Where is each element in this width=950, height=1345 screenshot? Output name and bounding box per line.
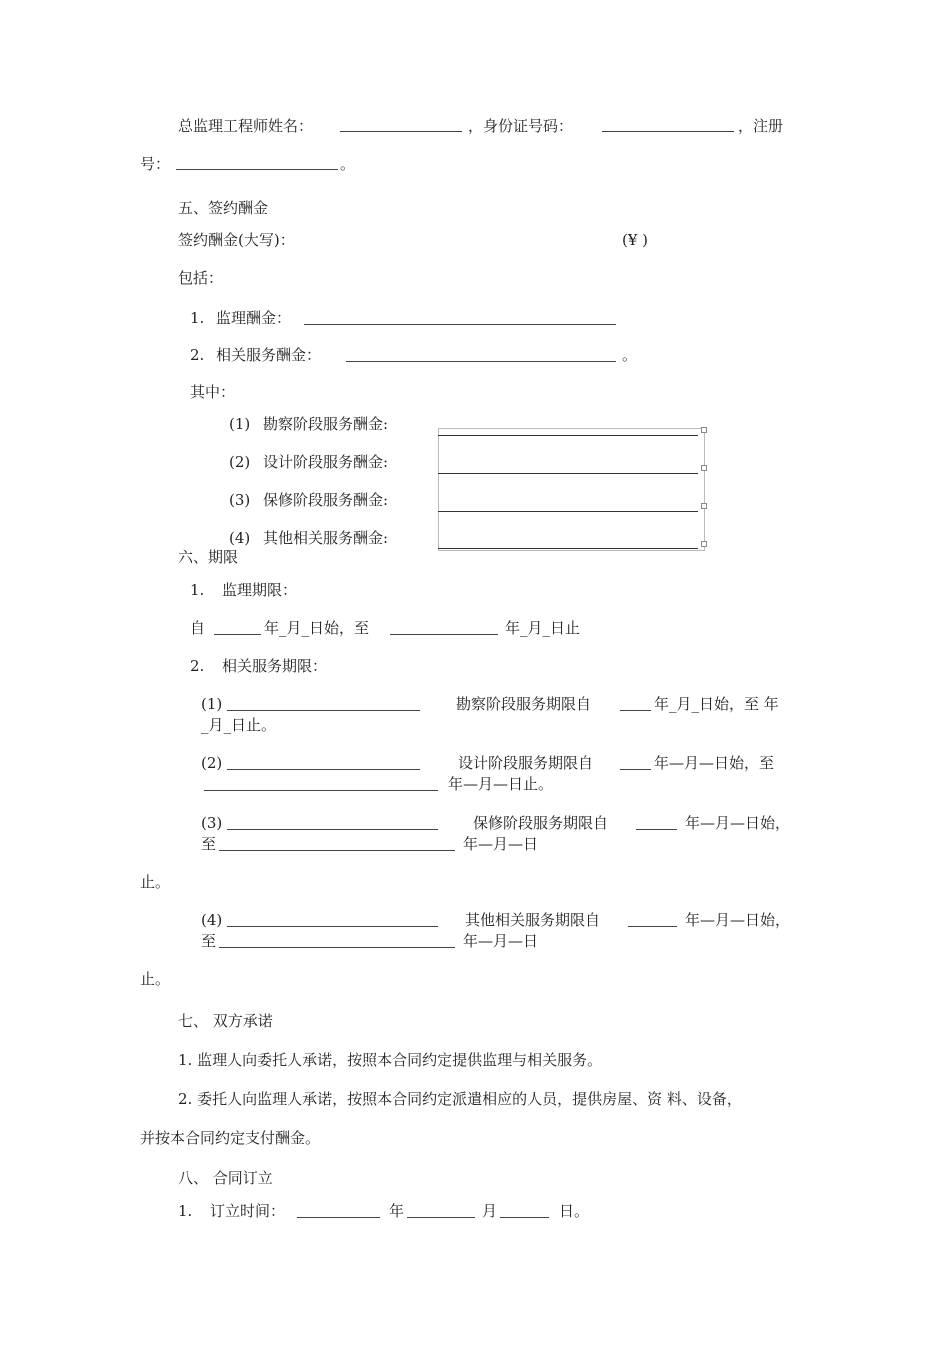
commitment-item1: 1. 监理人向委托人承诺，按照本合同约定提供监理与相关服务。 (178, 1051, 603, 1069)
related-service-fee-blank[interactable] (346, 347, 616, 362)
other-period-line2-blank[interactable] (219, 933, 455, 948)
amount-label: 签约酬金(大写)： (178, 231, 295, 249)
other-period-year-blank[interactable] (628, 912, 677, 927)
other-fee-label: 其他相关服务酬金: (263, 529, 389, 547)
registration-label: ，注册 (738, 117, 784, 135)
other-period-date: 年—月—日 (463, 932, 539, 950)
warranty-period-tail: 年—月—日始， (685, 814, 791, 832)
period-item3-blank[interactable] (227, 815, 438, 830)
sign-month-blank[interactable] (407, 1203, 475, 1218)
related-service-fee-label: 相关服务酬金： (216, 346, 322, 364)
survey-period-tail: 年_月_日始，至 年 (654, 695, 779, 713)
id-number-blank[interactable] (602, 117, 734, 132)
related-term-label: 相关服务期限： (222, 657, 328, 675)
period1-end-text: 年_月_日止 (505, 619, 581, 637)
engineer-name-label: 总监理工程师姓名： (178, 117, 314, 135)
other-fee-blank[interactable] (438, 548, 698, 549)
design-period-end: 年—月—日止。 (448, 775, 554, 793)
warranty-period-end: 止。 (140, 873, 171, 891)
design-fee-blank[interactable] (438, 473, 698, 474)
sign-day-blank[interactable] (500, 1203, 549, 1218)
section7-heading: 七、 双方承诺 (178, 1012, 273, 1030)
survey-period-year-blank[interactable] (620, 696, 651, 711)
period-item4-blank[interactable] (227, 912, 438, 927)
period1-start-year-blank[interactable] (214, 620, 261, 635)
design-period-line2-blank[interactable] (204, 776, 438, 791)
supervision-fee-label: 监理酬金： (216, 309, 292, 327)
supervision-fee-blank[interactable] (304, 310, 616, 325)
survey-period-text: 勘察阶段服务期限自 (456, 695, 592, 713)
design-period-text: 设计阶段服务期限自 (458, 754, 594, 772)
warranty-period-line2-blank[interactable] (219, 836, 455, 851)
survey-period-end: _月_日止。 (201, 716, 277, 734)
commitment-item2-cont: 并按本合同约定支付酬金。 (140, 1129, 321, 1147)
other-period-text: 其他相关服务期限自 (465, 911, 601, 929)
other-period-to: 至 (201, 932, 217, 950)
warranty-fee-blank[interactable] (438, 511, 698, 512)
related-service-fee-end: 。 (622, 346, 638, 364)
sign-year-label: 年 (389, 1202, 405, 1220)
period1-from: 自 (190, 619, 206, 637)
among-label: 其中： (190, 383, 236, 401)
survey-fee-label: 勘察阶段服务酬金: (263, 415, 389, 433)
sign-month-label: 月 (482, 1202, 498, 1220)
period-item3-number: (3) (201, 814, 223, 832)
warranty-period-year-blank[interactable] (636, 815, 677, 830)
resize-handle[interactable] (701, 541, 707, 547)
period-item1-number: (1) (201, 695, 223, 713)
item2-number: 2. (190, 346, 205, 364)
period1-end-year-blank[interactable] (390, 620, 498, 635)
term1-number: 1. (190, 581, 205, 599)
registration-label-cont: 号： (140, 155, 171, 173)
fee-fill-box (438, 428, 705, 551)
includes-label: 包括： (178, 269, 224, 287)
sub-item3-number: (3) (229, 491, 251, 509)
warranty-period-date: 年—月—日 (463, 835, 539, 853)
period-item2-blank[interactable] (227, 755, 420, 770)
period1-start-text: 年_月_日始，至 (264, 619, 370, 637)
design-period-year-blank[interactable] (620, 755, 651, 770)
resize-handle[interactable] (701, 465, 707, 471)
id-number-label: ，身份证号码： (468, 117, 574, 135)
other-period-tail: 年—月—日始， (685, 911, 791, 929)
survey-fee-blank[interactable] (438, 435, 698, 436)
period-item2-number: (2) (201, 754, 223, 772)
sign-date-number: 1. (178, 1202, 193, 1220)
supervision-term-label: 监理期限： (222, 581, 298, 599)
resize-handle[interactable] (701, 503, 707, 509)
engineer-name-blank[interactable] (340, 117, 462, 132)
warranty-period-to: 至 (201, 835, 217, 853)
sub-item2-number: (2) (229, 453, 251, 471)
section6-heading: 六、期限 (178, 548, 239, 566)
term2-number: 2. (190, 657, 205, 675)
commitment-item2: 2. 委托人向监理人承诺，按照本合同约定派遣相应的人员，提供房屋、资 料、设备， (178, 1090, 742, 1108)
design-period-tail: 年—月—日始，至 (654, 754, 775, 772)
section5-heading: 五、签约酬金 (178, 199, 269, 217)
period-item4-number: (4) (201, 911, 223, 929)
registration-blank[interactable] (176, 155, 338, 170)
period-item1-blank[interactable] (227, 696, 420, 711)
sign-date-label: 订立时间： (210, 1202, 286, 1220)
sub-item1-number: (1) (229, 415, 251, 433)
warranty-period-text: 保修阶段服务期限自 (473, 814, 609, 832)
registration-end: 。 (340, 155, 356, 173)
sign-year-blank[interactable] (297, 1203, 380, 1218)
amount-symbol: (¥ ) (622, 231, 649, 249)
other-period-end: 止。 (140, 970, 171, 988)
resize-handle[interactable] (701, 427, 707, 433)
section8-heading: 八、 合同订立 (178, 1169, 273, 1187)
item1-number: 1. (190, 309, 205, 327)
warranty-fee-label: 保修阶段服务酬金: (263, 491, 389, 509)
sub-item4-number: (4) (229, 529, 251, 547)
design-fee-label: 设计阶段服务酬金: (263, 453, 389, 471)
sign-day-label: 日。 (559, 1202, 590, 1220)
